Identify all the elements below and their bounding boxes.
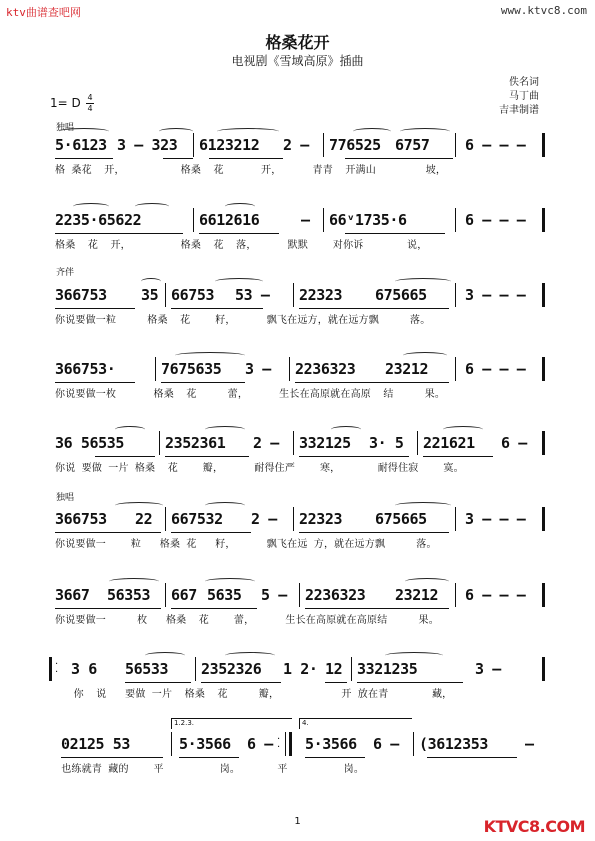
slur — [385, 652, 443, 659]
measure-segment: 221621 — [423, 434, 475, 452]
measure-segment: 6757 — [395, 136, 430, 154]
volta-last-ending: 4. — [299, 718, 412, 729]
notation-line — [55, 283, 545, 309]
measure-segment: 6612616 — [199, 211, 260, 229]
measure-segment: 3321235 — [357, 660, 418, 678]
measure-segment: 366753· — [55, 360, 116, 378]
measure-segment: 675665 — [375, 286, 427, 304]
key-signature: 1= D — [50, 96, 81, 110]
measure-segment: 2235·65622 — [55, 211, 142, 229]
repeat-start-bar — [49, 657, 52, 681]
beam-underline — [171, 608, 257, 609]
slur — [205, 502, 245, 509]
measure-segment: 02125 53 — [61, 735, 131, 753]
slur — [331, 426, 361, 433]
measure-segment: 3 – — [475, 660, 501, 678]
credit-lyricist: 佚名词 — [509, 77, 539, 88]
measure-segment: 5·6123 — [55, 136, 107, 154]
bar-line — [171, 732, 172, 756]
slur — [159, 128, 193, 135]
beam-underline — [55, 532, 161, 533]
measure-segment: 53 – — [235, 286, 270, 304]
measure-segment: – — [301, 211, 310, 229]
repeat-end-bar — [289, 732, 292, 756]
beam-underline — [161, 382, 245, 383]
measure-segment: 366753 — [55, 286, 107, 304]
notation-line — [55, 719, 545, 758]
measure-segment: 2 – — [253, 434, 279, 452]
song-subtitle: 电视剧《雪域高原》插曲 — [231, 54, 364, 68]
slur — [225, 652, 275, 659]
beam-underline — [61, 757, 163, 758]
time-signature — [86, 94, 94, 113]
measure-segment: 6 – – – — [465, 360, 526, 378]
repeat-dots: · · — [277, 734, 281, 753]
bar-line — [542, 507, 545, 531]
bar-line — [542, 133, 545, 157]
marker-solo-1: 独唱 — [56, 123, 75, 133]
lyrics-line: 你说要做一 枚 格桑 花 蕾， 生长在高原就在高原结 果。 — [55, 615, 439, 626]
measure-segment: 3· 5 — [369, 434, 404, 452]
bar-line — [165, 583, 166, 607]
measure-segment: 2352361 — [165, 434, 226, 452]
lyrics-line: 你 说 要做 一片 格桑 花 瓣， 开 放在青 藏， — [55, 689, 453, 700]
page-number: 1 — [294, 816, 301, 827]
notation-line — [55, 583, 545, 609]
bar-line — [193, 208, 194, 232]
credit-composer: 马丁曲 — [509, 91, 539, 102]
site-logo-left: ktv曲谱查吧网 — [6, 6, 81, 19]
credit-transcriber: 吉聿制谱 — [499, 105, 539, 116]
bar-line — [299, 583, 300, 607]
notation-line — [55, 657, 545, 683]
lyrics-line: 格桑 花 开， 格桑 花 落， 默默 对你诉 说， — [55, 240, 428, 251]
bar-line — [159, 431, 160, 455]
marker-solo-2: 独唱 — [56, 493, 75, 503]
measure-segment: 12 — [325, 660, 343, 678]
measure-segment: 23212 — [395, 586, 439, 604]
notation-line — [55, 133, 545, 159]
measure-segment: 332125 — [299, 434, 351, 452]
slur — [353, 128, 391, 135]
measure-segment: 3 – 323 — [117, 136, 178, 154]
measure-segment: 6 – – – — [465, 136, 526, 154]
bar-line — [293, 283, 294, 307]
measure-segment: 36 56535 — [55, 434, 125, 452]
lyrics-line: 你说 要做 一片 格桑 花 瓣， 耐得住严 寒， 耐得住寂 寞。 — [55, 463, 464, 474]
beam-underline — [345, 158, 453, 159]
bar-line — [193, 133, 194, 157]
slur — [115, 426, 145, 433]
bar-line — [455, 133, 456, 157]
measure-segment: 2352326 — [201, 660, 262, 678]
measure-segment: 5·3566 — [179, 735, 231, 753]
slur — [217, 128, 279, 135]
site-watermark-logo: KTVC8.COM — [483, 817, 585, 836]
site-url-right: www.ktvc8.com — [500, 4, 587, 17]
beam-underline — [163, 158, 193, 159]
measure-segment: 6 – – – — [465, 586, 526, 604]
bar-line — [165, 283, 166, 307]
notation-line — [55, 357, 545, 383]
beam-underline — [325, 682, 347, 683]
measure-segment: 667532 — [171, 510, 223, 528]
notation-line — [55, 431, 545, 457]
time-signature-top: 4 — [87, 93, 93, 102]
measure-segment: 1 2· — [283, 660, 318, 678]
measure-segment: 22 — [135, 510, 153, 528]
beam-underline — [95, 456, 155, 457]
song-title: 格桑花开 — [265, 33, 330, 52]
slur — [175, 352, 245, 359]
slur — [73, 203, 109, 210]
lyrics-line: 你说要做一 粒 格桑 花 籽， 飘飞在远 方，就在远方飘 落。 — [55, 539, 437, 550]
beam-underline — [165, 456, 249, 457]
bar-line — [455, 583, 456, 607]
bar-line — [455, 283, 456, 307]
measure-segment: 56533 — [125, 660, 169, 678]
slur — [135, 203, 169, 210]
measure-segment: 6 – – – — [465, 211, 526, 229]
measure-segment: 6 – — [247, 735, 273, 753]
beam-underline — [55, 382, 135, 383]
credits — [499, 76, 539, 118]
bar-line — [542, 657, 545, 681]
measure-segment: 66753 — [171, 286, 215, 304]
bar-line — [455, 507, 456, 531]
beam-underline — [299, 456, 409, 457]
bar-line — [542, 357, 545, 381]
measure-segment: 3 – – – — [465, 510, 526, 528]
lyrics-line: 也练就青 藏的 平 岗。 平 岗。 — [55, 764, 365, 775]
beam-underline — [299, 308, 449, 309]
slur — [215, 278, 263, 285]
measure-segment: 3 – – – — [465, 286, 526, 304]
bar-line — [293, 507, 294, 531]
slur — [403, 352, 447, 359]
bar-line — [293, 431, 294, 455]
bar-line — [155, 357, 156, 381]
bar-line — [413, 732, 414, 756]
beam-underline — [305, 608, 449, 609]
beam-underline — [171, 308, 263, 309]
slur — [395, 278, 451, 285]
beam-underline — [423, 456, 493, 457]
slur — [443, 426, 483, 433]
slur — [115, 502, 163, 509]
marker-chorus: 齐伴 — [56, 268, 75, 278]
slur — [205, 578, 255, 585]
repeat-dots: · · — [55, 659, 59, 678]
measure-segment: 2 – — [251, 510, 277, 528]
beam-underline — [345, 233, 445, 234]
measure-segment: – — [525, 735, 534, 753]
measure-segment: 2236323 — [295, 360, 356, 378]
bar-line — [542, 283, 545, 307]
beam-underline — [55, 158, 113, 159]
beam-underline — [357, 682, 463, 683]
beam-underline — [125, 682, 191, 683]
bar-line — [542, 583, 545, 607]
bar-line — [285, 732, 286, 756]
beam-underline — [295, 382, 449, 383]
bar-line — [542, 208, 545, 232]
beam-underline — [179, 757, 239, 758]
volta-first-ending: 1.2.3. — [171, 718, 292, 729]
measure-segment: 22323 — [299, 286, 343, 304]
bar-line — [455, 357, 456, 381]
measure-segment: 5 – — [261, 586, 287, 604]
beam-underline — [199, 233, 279, 234]
beam-underline — [55, 608, 161, 609]
beam-underline — [201, 682, 281, 683]
bar-line — [165, 507, 166, 531]
slur — [405, 578, 449, 585]
measure-segment: 23212 — [385, 360, 429, 378]
bar-line — [351, 657, 352, 681]
measure-segment: 5·3566 — [305, 735, 357, 753]
slur — [141, 278, 161, 285]
notation-line — [55, 208, 545, 234]
beam-underline — [55, 233, 183, 234]
measure-segment: 35 — [141, 286, 159, 304]
measure-segment: 366753 — [55, 510, 107, 528]
slur — [145, 652, 185, 659]
notation-line — [55, 507, 545, 533]
beam-underline — [305, 757, 365, 758]
bar-line — [195, 657, 196, 681]
bar-line — [289, 357, 290, 381]
lyrics-line: 你说要做一枚 格桑 花 蕾， 生长在高原就在高原 结 果。 — [55, 389, 446, 400]
bar-line — [323, 133, 324, 157]
bar-line — [417, 431, 418, 455]
measure-segment: 56353 — [107, 586, 151, 604]
bar-line — [455, 208, 456, 232]
measure-segment: 2 – — [283, 136, 309, 154]
measure-segment: 3667 — [55, 586, 90, 604]
slur — [395, 502, 451, 509]
measure-segment: 3 6 — [71, 660, 97, 678]
slur — [59, 128, 109, 135]
time-signature-bottom: 4 — [87, 104, 93, 113]
measure-segment: 675665 — [375, 510, 427, 528]
measure-segment: 66ᵛ1735·6 — [329, 211, 407, 229]
measure-segment: 7675635 — [161, 360, 222, 378]
measure-segment: 3 – — [245, 360, 271, 378]
measure-segment: 5635 — [207, 586, 242, 604]
measure-segment: 6 – — [501, 434, 527, 452]
slur — [400, 128, 450, 135]
beam-underline — [299, 532, 449, 533]
measure-segment: 2236323 — [305, 586, 366, 604]
beam-underline — [427, 757, 517, 758]
measure-segment: (3612353 — [419, 735, 489, 753]
bar-line — [323, 208, 324, 232]
slur — [225, 203, 255, 210]
beam-underline — [171, 532, 251, 533]
measure-segment: 6 – — [373, 735, 399, 753]
measure-segment: 6123212 — [199, 136, 260, 154]
beam-underline — [55, 308, 135, 309]
slur — [205, 426, 245, 433]
slur — [109, 578, 159, 585]
lyrics-line: 格 桑花 开， 格桑 花 开， 青青 开满山 坡， — [55, 165, 447, 176]
lyrics-line: 你说要做一粒 格桑 花 籽， 飘飞在远方，就在远方飘 落。 — [55, 315, 431, 326]
measure-segment: 776525 — [329, 136, 381, 154]
beam-underline — [209, 158, 283, 159]
bar-line — [542, 431, 545, 455]
measure-segment: 22323 — [299, 510, 343, 528]
measure-segment: 667 — [171, 586, 197, 604]
